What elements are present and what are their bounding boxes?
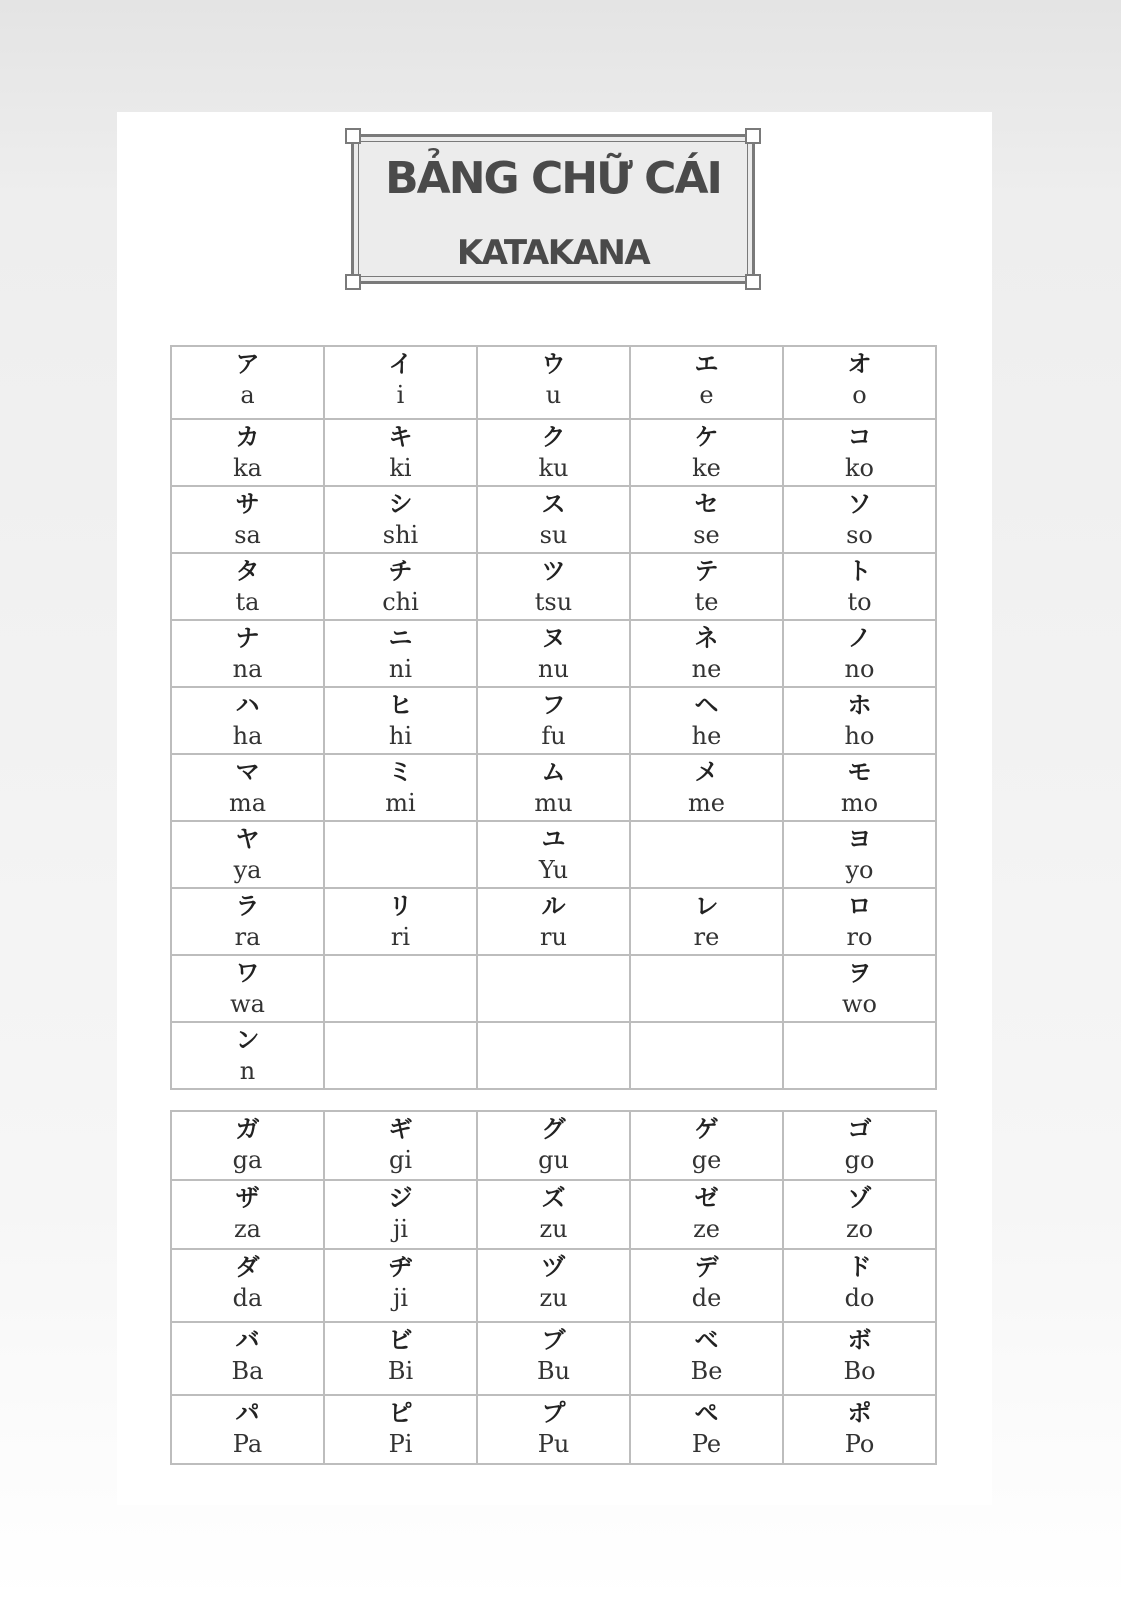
kana-cell — [324, 888, 477, 955]
kana-cell — [783, 754, 936, 821]
katakana-character: ポ — [847, 1399, 872, 1427]
kana-cell — [783, 955, 936, 1022]
romaji-label: Pa — [232, 1430, 263, 1458]
kana-cell — [783, 888, 936, 955]
romaji-label: go — [844, 1146, 875, 1174]
kana-cell — [324, 620, 477, 687]
kana-cell — [783, 346, 936, 419]
romaji-label: ga — [232, 1146, 263, 1174]
katakana-character: タ — [235, 557, 260, 585]
katakana-character: ビ — [388, 1326, 413, 1354]
corner-ornament — [745, 274, 761, 290]
kana-cell — [630, 620, 783, 687]
katakana-character: バ — [235, 1326, 260, 1354]
kana-cell — [630, 821, 783, 888]
kana-cell — [171, 1395, 324, 1464]
katakana-character: ゼ — [694, 1184, 719, 1212]
romaji-label: he — [691, 722, 722, 750]
kana-cell — [630, 1395, 783, 1464]
kana-cell — [630, 1249, 783, 1322]
kana-cell — [477, 486, 630, 553]
kana-cell — [171, 346, 324, 419]
katakana-character: デ — [694, 1253, 719, 1281]
romaji-label: de — [691, 1284, 722, 1312]
romaji-label: ji — [392, 1284, 409, 1312]
kana-cell — [324, 687, 477, 754]
romaji-label: mu — [534, 789, 573, 817]
katakana-character: ヂ — [388, 1253, 413, 1281]
katakana-character: ヒ — [388, 691, 413, 719]
katakana-character: シ — [388, 490, 413, 518]
romaji-label: no — [844, 655, 875, 683]
romaji-label: gi — [388, 1146, 413, 1174]
katakana-character: モ — [847, 758, 872, 786]
voiced-katakana-table — [170, 1110, 937, 1465]
kana-cell — [324, 553, 477, 620]
romaji-label: ni — [388, 655, 413, 683]
romaji-label: se — [693, 521, 720, 549]
romaji-label: ta — [235, 588, 260, 616]
romaji-label: ze — [693, 1215, 720, 1243]
kana-cell — [171, 1180, 324, 1249]
romaji-label: hi — [388, 722, 413, 750]
katakana-character: ン — [235, 1026, 260, 1054]
katakana-character: ヘ — [694, 691, 719, 719]
table-row — [171, 346, 936, 419]
kana-cell — [630, 419, 783, 486]
kana-cell — [477, 1322, 630, 1395]
katakana-character: パ — [235, 1399, 260, 1427]
kana-cell — [783, 1111, 936, 1180]
kana-cell — [477, 620, 630, 687]
kana-cell — [630, 1022, 783, 1089]
kana-cell — [324, 346, 477, 419]
romaji-label: so — [846, 521, 873, 549]
romaji-label: Yu — [538, 856, 569, 884]
romaji-label: n — [239, 1057, 256, 1085]
table-row — [171, 1249, 936, 1322]
katakana-character: ピ — [388, 1399, 413, 1427]
chart-page — [117, 112, 992, 1505]
kana-cell — [477, 1022, 630, 1089]
page-subtitle: KATAKANA — [456, 233, 650, 273]
katakana-character: ブ — [541, 1326, 566, 1354]
kana-cell — [324, 1111, 477, 1180]
romaji-label: Pi — [388, 1430, 413, 1458]
kana-cell — [477, 1395, 630, 1464]
katakana-character: ク — [541, 423, 566, 451]
katakana-character: ス — [541, 490, 566, 518]
kana-cell — [477, 346, 630, 419]
kana-cell — [630, 486, 783, 553]
kana-cell — [171, 955, 324, 1022]
romaji-label: Bi — [387, 1357, 414, 1385]
romaji-label: ke — [692, 454, 721, 482]
kana-cell — [171, 1322, 324, 1395]
romaji-label: e — [699, 381, 714, 409]
kana-cell — [783, 1322, 936, 1395]
romaji-label: tsu — [534, 588, 573, 616]
katakana-character: ゲ — [694, 1115, 719, 1143]
kana-cell — [783, 1249, 936, 1322]
katakana-character: ザ — [235, 1184, 260, 1212]
romaji-label: ri — [390, 923, 411, 951]
kana-cell — [477, 821, 630, 888]
katakana-character: サ — [235, 490, 260, 518]
katakana-character: ヤ — [235, 825, 260, 853]
katakana-character: ト — [847, 557, 872, 585]
romaji-label: i — [396, 381, 405, 409]
romaji-label: su — [539, 521, 568, 549]
katakana-character: ツ — [541, 557, 566, 585]
katakana-character: ズ — [541, 1184, 566, 1212]
kana-cell — [630, 888, 783, 955]
katakana-character: フ — [541, 691, 566, 719]
table-row — [171, 486, 936, 553]
kana-cell — [171, 888, 324, 955]
kana-cell — [477, 687, 630, 754]
romaji-label: me — [688, 789, 725, 817]
katakana-character: カ — [235, 423, 260, 451]
basic-katakana-table — [170, 345, 937, 1090]
romaji-label: zu — [539, 1284, 568, 1312]
title-frame — [351, 134, 755, 284]
kana-cell — [783, 687, 936, 754]
romaji-label: ya — [233, 856, 262, 884]
romaji-label: re — [693, 923, 720, 951]
romaji-label: sa — [234, 521, 261, 549]
romaji-label: Bo — [843, 1357, 876, 1385]
romaji-label: yo — [845, 856, 874, 884]
romaji-label: ku — [538, 454, 569, 482]
romaji-label: Be — [690, 1357, 723, 1385]
kana-cell — [171, 1111, 324, 1180]
kana-cell — [324, 1249, 477, 1322]
kana-cell — [171, 553, 324, 620]
katakana-character: オ — [847, 350, 872, 378]
katakana-character: ド — [847, 1253, 872, 1281]
kana-cell — [783, 821, 936, 888]
romaji-label: mo — [840, 789, 879, 817]
katakana-character: ウ — [541, 350, 566, 378]
katakana-character: ヲ — [847, 959, 872, 987]
romaji-label: to — [847, 588, 872, 616]
katakana-character: ジ — [388, 1184, 413, 1212]
romaji-label: mi — [385, 789, 416, 817]
katakana-character: レ — [694, 892, 719, 920]
kana-cell — [477, 1249, 630, 1322]
romaji-label: Pe — [691, 1430, 722, 1458]
romaji-label: Pu — [537, 1430, 570, 1458]
katakana-character: ロ — [847, 892, 872, 920]
romaji-label: gu — [538, 1146, 569, 1174]
katakana-character: ゴ — [847, 1115, 872, 1143]
corner-ornament — [345, 128, 361, 144]
kana-cell — [783, 1180, 936, 1249]
table-row — [171, 620, 936, 687]
katakana-character: ム — [541, 758, 566, 786]
kana-cell — [171, 419, 324, 486]
kana-cell — [171, 620, 324, 687]
kana-cell — [783, 553, 936, 620]
table-row — [171, 955, 936, 1022]
page-title: BẢNG CHỮ CÁI — [385, 153, 721, 204]
kana-cell — [477, 888, 630, 955]
kana-cell — [324, 1322, 477, 1395]
katakana-character: プ — [541, 1399, 566, 1427]
romaji-label: da — [232, 1284, 263, 1312]
table-row — [171, 821, 936, 888]
table-row — [171, 687, 936, 754]
romaji-label: a — [240, 381, 255, 409]
romaji-label: ne — [691, 655, 722, 683]
kana-cell — [630, 1111, 783, 1180]
kana-cell — [324, 1395, 477, 1464]
kana-cell — [783, 419, 936, 486]
katakana-character: ル — [541, 892, 566, 920]
katakana-character: ミ — [388, 758, 413, 786]
katakana-character: メ — [694, 758, 719, 786]
romaji-label: chi — [382, 588, 419, 616]
romaji-label: wo — [842, 990, 877, 1018]
katakana-character: イ — [388, 350, 413, 378]
katakana-character: グ — [541, 1115, 566, 1143]
romaji-label: Po — [844, 1430, 875, 1458]
kana-cell — [324, 1022, 477, 1089]
katakana-character: ラ — [235, 892, 260, 920]
kana-cell — [630, 346, 783, 419]
kana-cell — [171, 687, 324, 754]
kana-cell — [630, 553, 783, 620]
romaji-label: zo — [845, 1215, 874, 1243]
kana-cell — [324, 1180, 477, 1249]
kana-cell — [783, 1022, 936, 1089]
katakana-character: ガ — [235, 1115, 260, 1143]
romaji-label: ha — [232, 722, 263, 750]
romaji-label: ge — [691, 1146, 722, 1174]
kana-cell — [630, 1180, 783, 1249]
romaji-label: ki — [389, 454, 412, 482]
romaji-label: zu — [539, 1215, 568, 1243]
kana-cell — [477, 419, 630, 486]
katakana-character: ダ — [235, 1253, 260, 1281]
kana-cell — [324, 821, 477, 888]
kana-cell — [477, 553, 630, 620]
katakana-character: ソ — [847, 490, 872, 518]
katakana-character: ノ — [847, 624, 872, 652]
table-row — [171, 754, 936, 821]
romaji-label: ka — [233, 454, 262, 482]
katakana-character: ナ — [235, 624, 260, 652]
katakana-character: ヨ — [847, 825, 872, 853]
katakana-character: ネ — [694, 624, 719, 652]
romaji-label: do — [844, 1284, 875, 1312]
kana-cell — [477, 1111, 630, 1180]
romaji-label: Bu — [536, 1357, 571, 1385]
romaji-label: shi — [382, 521, 419, 549]
romaji-label: wa — [230, 990, 265, 1018]
table-row — [171, 1395, 936, 1464]
kana-cell — [324, 419, 477, 486]
katakana-character: ニ — [388, 624, 413, 652]
katakana-character: マ — [235, 758, 260, 786]
romaji-label: na — [232, 655, 263, 683]
romaji-label: Ba — [231, 1357, 264, 1385]
kana-cell — [324, 955, 477, 1022]
romaji-label: ro — [846, 923, 873, 951]
romaji-label: ji — [392, 1215, 409, 1243]
katakana-character: ア — [235, 350, 260, 378]
katakana-character: エ — [694, 350, 719, 378]
romaji-label: ma — [228, 789, 267, 817]
kana-cell — [477, 955, 630, 1022]
katakana-character: ベ — [694, 1326, 719, 1354]
romaji-label: ho — [844, 722, 875, 750]
romaji-label: ko — [845, 454, 874, 482]
katakana-character: ハ — [235, 691, 260, 719]
kana-cell — [171, 1022, 324, 1089]
katakana-character: ケ — [694, 423, 719, 451]
table-row — [171, 1022, 936, 1089]
table-row — [171, 419, 936, 486]
romaji-label: ra — [234, 923, 261, 951]
kana-cell — [324, 754, 477, 821]
romaji-label: nu — [538, 655, 569, 683]
katakana-character: ユ — [541, 825, 566, 853]
kana-cell — [477, 1180, 630, 1249]
katakana-character: ボ — [847, 1326, 872, 1354]
katakana-character: リ — [388, 892, 413, 920]
kana-cell — [477, 754, 630, 821]
katakana-character: ワ — [235, 959, 260, 987]
table-row — [171, 1322, 936, 1395]
katakana-character: ホ — [847, 691, 872, 719]
kana-cell — [324, 486, 477, 553]
kana-cell — [630, 955, 783, 1022]
romaji-label: ru — [540, 923, 567, 951]
romaji-label: za — [234, 1215, 261, 1243]
katakana-character: セ — [694, 490, 719, 518]
kana-cell — [171, 486, 324, 553]
kana-cell — [630, 1322, 783, 1395]
kana-cell — [630, 687, 783, 754]
katakana-character: ゾ — [847, 1184, 872, 1212]
kana-cell — [630, 754, 783, 821]
katakana-character: キ — [388, 423, 413, 451]
romaji-label: te — [694, 588, 719, 616]
corner-ornament — [345, 274, 361, 290]
kana-cell — [783, 620, 936, 687]
katakana-character: ギ — [388, 1115, 413, 1143]
table-row — [171, 1180, 936, 1249]
romaji-label: fu — [541, 722, 566, 750]
kana-cell — [783, 486, 936, 553]
table-row — [171, 1111, 936, 1180]
kana-cell — [783, 1395, 936, 1464]
katakana-character: ペ — [694, 1399, 719, 1427]
katakana-character: ヅ — [541, 1253, 566, 1281]
kana-cell — [171, 754, 324, 821]
romaji-label: o — [852, 381, 867, 409]
katakana-character: チ — [388, 557, 413, 585]
katakana-character: ヌ — [541, 624, 566, 652]
katakana-character: コ — [847, 423, 872, 451]
kana-cell — [171, 821, 324, 888]
kana-cell — [171, 1249, 324, 1322]
katakana-character: テ — [694, 557, 719, 585]
table-row — [171, 888, 936, 955]
romaji-label: u — [545, 381, 562, 409]
corner-ornament — [745, 128, 761, 144]
table-row — [171, 553, 936, 620]
